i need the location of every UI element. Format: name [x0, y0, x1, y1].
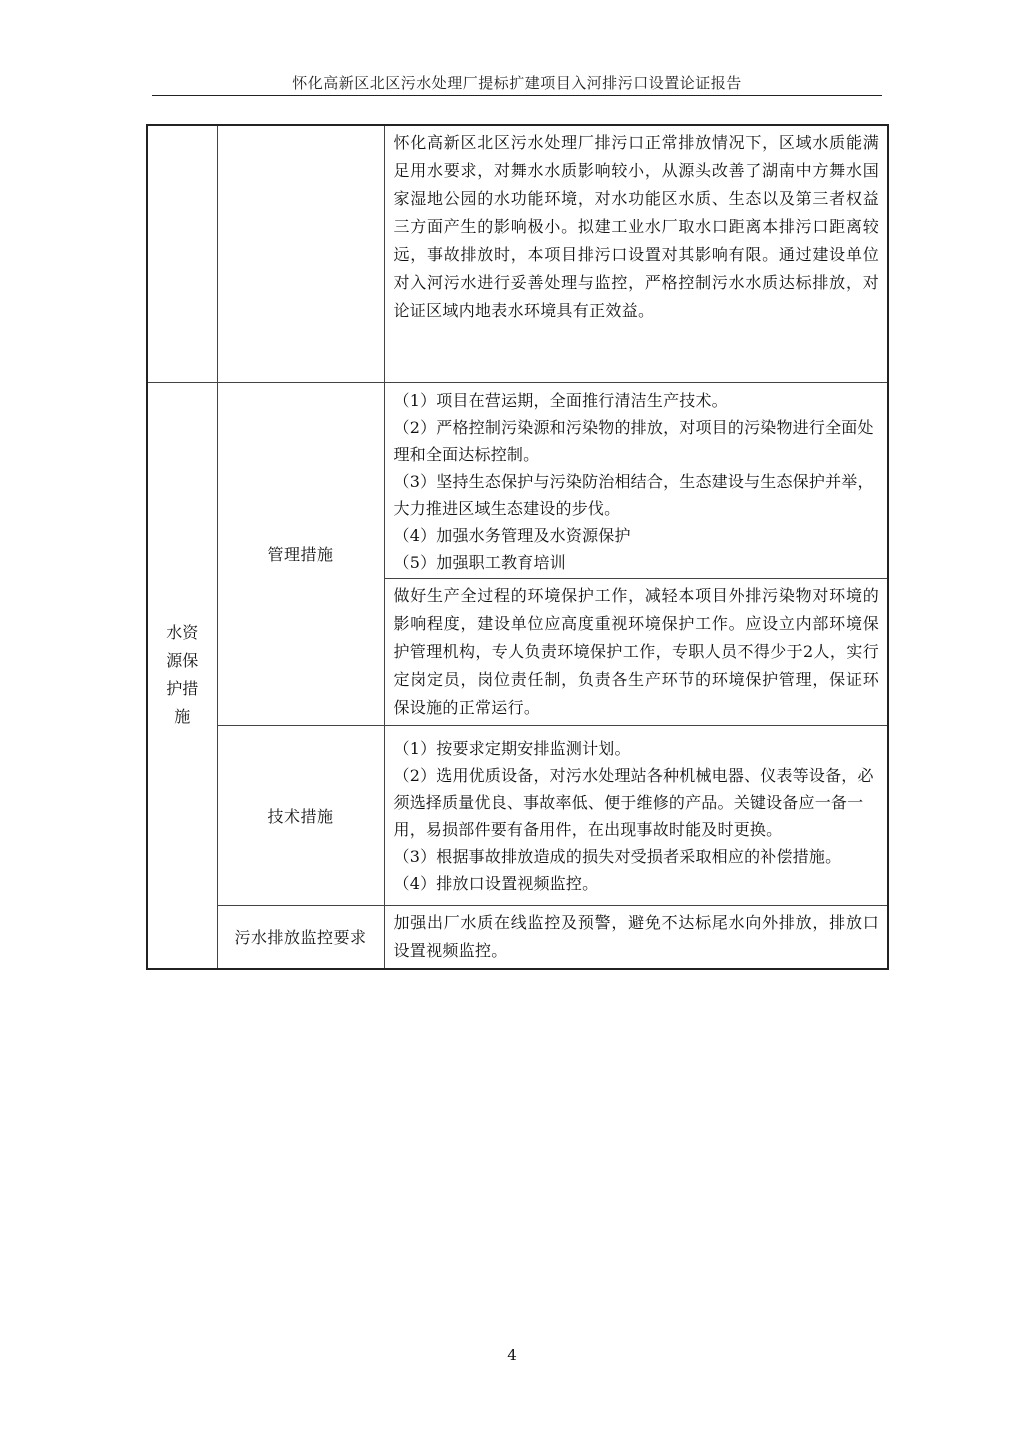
measures-table — [146, 124, 889, 970]
table-row — [147, 725, 888, 905]
list-item: （1）按要求定期安排监测计划。 — [393, 739, 631, 758]
section-label-line: 护措 — [166, 679, 199, 698]
management-list — [385, 383, 888, 578]
list-item: （1）项目在营运期，全面推行清洁生产技术。 — [393, 390, 728, 410]
conclusion-cell — [384, 125, 888, 382]
section-label-line: 源保 — [166, 651, 199, 670]
table-row — [147, 382, 888, 578]
section-label-line: 水资 — [166, 623, 199, 642]
list-item: （2）严格控制污染源和污染物的排放，对项目的污染物进行全面处理和全面达标控制。 — [393, 417, 874, 464]
empty-cell — [147, 125, 217, 382]
monitoring-label: 污水排放监控要求 — [217, 905, 384, 969]
technical-list — [385, 731, 888, 899]
page-header-title: 怀化高新区北区污水处理厂提标扩建项目入河排污口设置论证报告 — [292, 74, 742, 92]
management-label: 管理措施 — [217, 382, 384, 725]
list-item: （2）选用优质设备，对污水处理站各种机械电器、仪表等设备，必须选择质量优良、事故率低、便于维修的产品。关键设备应一备一用，易损部件要有备用件，在出现事故时能及时更换。 — [393, 766, 874, 839]
monitoring-text-cell — [384, 905, 888, 969]
management-paragraph-cell — [384, 578, 888, 725]
list-item: （5）加强职工教育培训 — [393, 552, 566, 572]
monitoring-text: 加强出厂水质在线监控及预警，避免不达标尾水向外排放，排放口设置视频监控。 — [393, 912, 879, 960]
list-item: （4）排放口设置视频监控。 — [393, 874, 599, 893]
list-item: （3）坚持生态保护与污染防治相结合，生态建设与生态保护并举，大力推进区域生态建设的步伐。 — [393, 471, 874, 518]
page-number: 4 — [507, 1346, 517, 1364]
conclusion-paragraph: 怀化高新区北区污水处理厂排污口正常排放情况下，区域水质能满足用水要求，对舞水水质影响较小，从源头改善了湖南中方舞水国家湿地公园的水功能环境，对水功能区水质、生态以及第三者权益三方面产生的影响极小。拟建工业水厂取水口距离本排污口距离较远，事故排放时，本项目排污口设置对其影响有限。通过建设单位对入河污水进行妥善处理与监控，严格控制污水水质达标排放，对论证区域内地表水环境具有正效益。 — [393, 133, 879, 320]
management-paragraph: 做好生产全过程的环境保护工作，减轻本项目外排污染物对环境的影响程度，建设单位应高度重视环境保护工作。应设立内部环境保护管理机构，专人负责环境保护工作，专职人员不得少于2人，实行定岗定员，岗位责任制，负责各生产环节的环境保护管理，保证环保设施的正常运行。 — [393, 585, 879, 717]
table-row — [147, 905, 888, 969]
management-items-cell — [384, 382, 888, 578]
list-item: （4）加强水务管理及水资源保护 — [393, 525, 631, 545]
section-label — [147, 382, 217, 969]
header-rule — [152, 95, 882, 96]
table-row — [147, 125, 888, 382]
section-label-line: 施 — [174, 707, 191, 726]
empty-cell — [217, 125, 384, 382]
list-item: （3）根据事故排放造成的损失对受损者采取相应的补偿措施。 — [393, 847, 842, 866]
technical-items-cell — [384, 725, 888, 905]
technical-label: 技术措施 — [217, 725, 384, 905]
